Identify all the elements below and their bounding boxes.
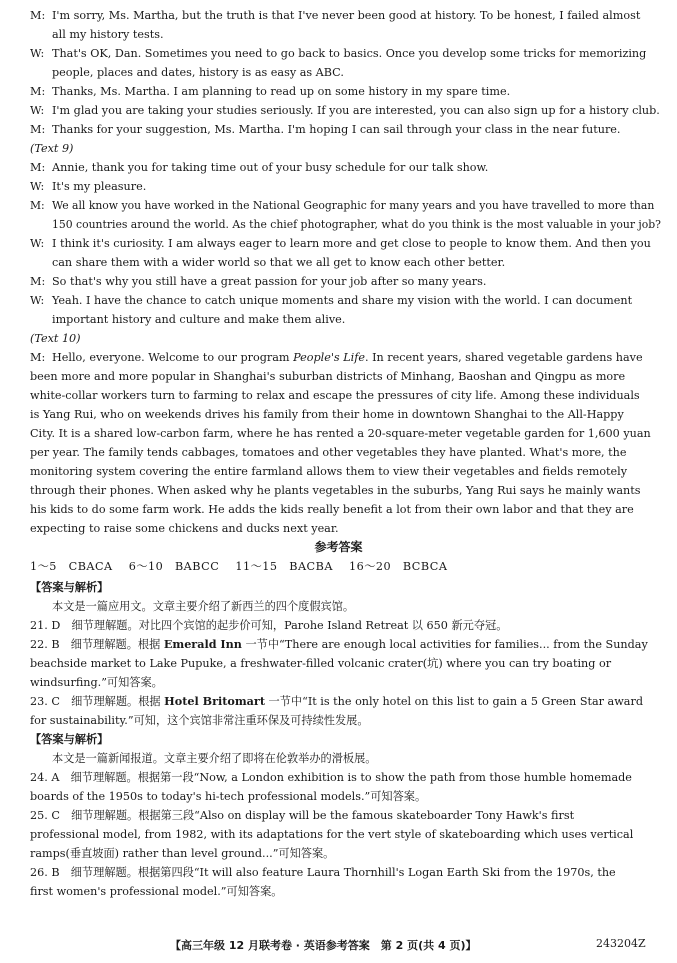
- dialogue-line: W: I think it's curiosity. I am always eager to learn more and get close to people to know them. And then you: [30, 237, 651, 250]
- answer-key-row: [30, 557, 459, 576]
- dialogue-line: M: Thanks for your suggestion, Ms. Martha. I'm hoping I can sail through your class in the near future.: [30, 123, 621, 136]
- program-name: People's Life: [293, 351, 365, 364]
- explanation-line: 26. B 细节理解题。根据第四段“It will also feature Laura Thornhill's Logan Earth Ski from the 1970s, the: [30, 866, 616, 879]
- dialogue-line: W: I'm glad you are taking your studies seriously. If you are interested, you can also sign up for a history club.: [30, 104, 660, 117]
- answer-group: 11～15 BACBA: [235, 560, 333, 573]
- dialogue-line-cont: can share them with a wider world so that we all get to know each other better.: [52, 256, 506, 269]
- monologue-line: monitoring system covering the entire farmland allows them to view their vegetables and fields remotely: [30, 465, 628, 478]
- dialogue-line-cont: important history and culture and make them alive.: [52, 313, 346, 326]
- explanation-line: 21. D 细节理解题。对比四个宾馆的起步价可知，Parohe Island Retreat 以 650 新元夺冠。: [30, 619, 508, 632]
- explanation-line: first women's professional model.”可知答案。: [30, 885, 283, 898]
- dialogue-line: W: Yeah. I have the chance to catch unique moments and share my vision with the world. I can document: [30, 294, 633, 307]
- monologue-line: is Yang Rui, who on weekends drives his family from their home in downtown Shanghai to the All-Happy: [30, 408, 624, 421]
- explanation-line: 23. C 细节理解题。根据 Hotel Britomart 一节中“It is the only hotel on this list to gain a 5 Green Star award: [30, 694, 643, 708]
- explanation-line: 25. C 细节理解题。根据第三段“Also on display will be the famous skateboarder Tony Hawk's first: [30, 809, 575, 822]
- hotel-name: Hotel Britomart: [164, 694, 265, 708]
- explanation-line: beachside market to Lake Pupuke, a freshwater-filled volcanic crater(坑) where you can try boating or: [30, 657, 612, 670]
- dialogue-line-cont: 150 countries around the world. As the chief photographer, what do you think is the most valuable in your job?: [52, 218, 661, 231]
- footer-title: 【高三年级 12 月联考卷 · 英语参考答案 第 2 页(共 4 页)】: [170, 939, 477, 952]
- monologue-line: expecting to raise some chickens and ducks next year.: [30, 522, 339, 535]
- dialogue-line: M: So that's why you still have a great passion for your job after so many years.: [30, 275, 487, 288]
- explanation-line: 22. B 细节理解题。根据 Emerald Inn 一节中“There are enough local activities for families... from the Sunday: [30, 637, 648, 651]
- monologue-line: through their phones. When asked why he plants vegetables in the suburbs, Yang Rui says he mainly wants: [30, 484, 641, 497]
- monologue-line: his kids to do some farm work. He adds the kids really benefit a lot from their own labor and that they are: [30, 503, 634, 516]
- dialogue-line: W: That's OK, Dan. Sometimes you need to go back to basics. Once you develop some tricks for memorizing: [30, 47, 647, 60]
- explanation-line: professional model, from 1982, with its adaptations for the vert style of skateboarding which uses vertical: [30, 828, 634, 841]
- monologue-line: City. It is a shared low-carbon farm, where he has rented a 20-square-meter vegetable garden for 1,600 yuan: [30, 427, 651, 440]
- dialogue-line: W: It's my pleasure.: [30, 180, 147, 193]
- explanation-line: 24. A 细节理解题。根据第一段“Now, a London exhibition is to show the path from those humble homemade: [30, 771, 632, 784]
- explanation-line: for sustainability.”可知，这个宾馆非常注重环保及可持续性发展。: [30, 714, 369, 727]
- footer-code: 243204Z: [596, 937, 646, 950]
- dialogue-line-cont: people, places and dates, history is as easy as ABC.: [52, 66, 344, 79]
- monologue-line: per year. The family tends cabbages, tomatoes and other vegetables they have planted. What's more, the: [30, 446, 627, 459]
- section-header: 【答案与解析】: [30, 581, 109, 594]
- section-intro: 本文是一篇新闻报道。文章主要介绍了即将在伦敦举办的滑板展。: [52, 752, 377, 765]
- answers-title: 参考答案: [314, 540, 363, 554]
- explanation-line: boards of the 1950s to today's hi-tech professional models.”可知答案。: [30, 790, 427, 803]
- answer-group: 16～20 BCBCA: [348, 560, 448, 573]
- dialogue-line-cont: all my history tests.: [52, 28, 164, 41]
- dialogue-line: M: We all know you have worked in the National Geographic for many years and you have travelled to more than: [30, 199, 655, 212]
- answer-group: 1～5 CBACA: [30, 560, 113, 573]
- text9-label: (Text 9): [30, 142, 74, 155]
- section-header: 【答案与解析】: [30, 733, 109, 746]
- hotel-name: Emerald Inn: [163, 637, 242, 651]
- monologue-line: been more and more popular in Shanghai's suburban districts of Minhang, Baoshan and Qingpu as more: [30, 370, 626, 383]
- explanation-line: windsurfing.”可知答案。: [30, 676, 163, 689]
- answer-group: 6～10 BABCC: [128, 560, 220, 573]
- text10-label: (Text 10): [30, 332, 81, 345]
- explanation-line: ramps(垂直坡面) rather than level ground...”可知答案。: [30, 847, 335, 860]
- section-intro: 本文是一篇应用文。文章主要介绍了新西兰的四个度假宾馆。: [52, 600, 355, 613]
- dialogue-line: M: Thanks, Ms. Martha. I am planning to read up on some history in my spare time.: [30, 85, 511, 98]
- dialogue-line: M: I'm sorry, Ms. Martha, but the truth is that I've never been good at history. To be honest, I failed almost: [30, 9, 641, 22]
- dialogue-line: M: Annie, thank you for taking time out of your busy schedule for our talk show.: [30, 161, 489, 174]
- monologue-line: white-collar workers turn to farming to relax and escape the pressures of city life. Among these individuals: [30, 389, 640, 402]
- monologue-line: M: Hello, everyone. Welcome to our program People's Life. In recent years, shared vegetable gardens have: [30, 351, 643, 364]
